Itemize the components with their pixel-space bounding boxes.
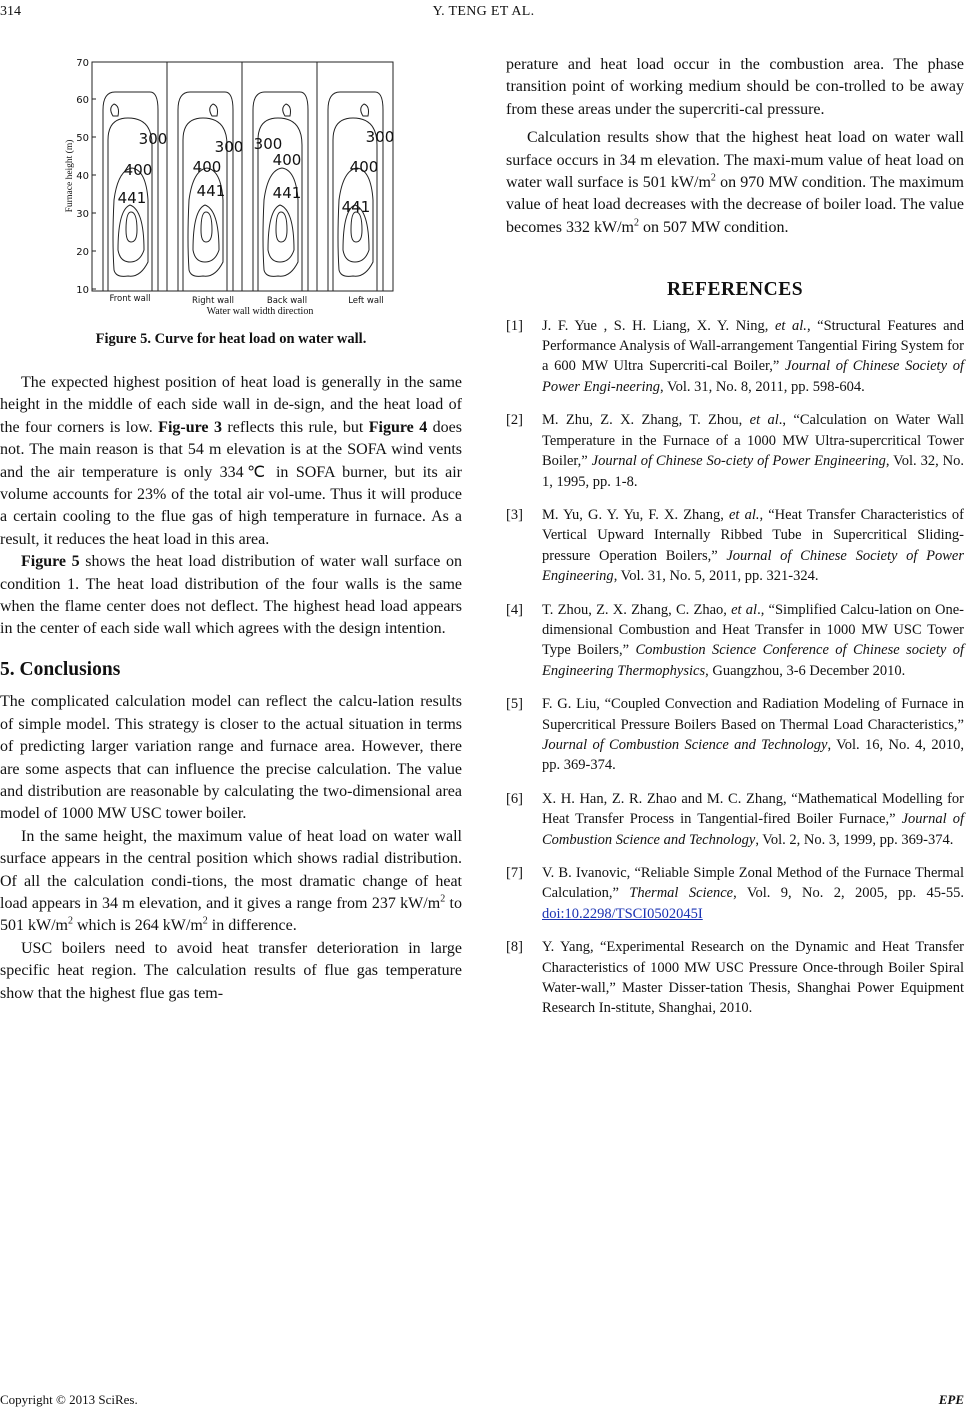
- reference-item: [506, 937, 964, 1019]
- y-axis-label: Furnace height (m): [65, 139, 75, 213]
- reference-item: [506, 863, 964, 924]
- reference-text: F. G. Liu, “Coupled Convection and Radiation Modeling of Furnace in Supercritical Pressure Boilers Based on Thermal Load Characteristics,” Journal of Combustion Science and Technology, Vol. 16, No. 4, 2010, pp. 369-374.: [542, 696, 964, 774]
- contour-label: 300: [214, 138, 244, 156]
- reference-text: T. Zhou, Z. X. Zhang, C. Zhao, et al., “Simplified Calcu-lation on One-dimensional Combustion and Heat Transfer in 1000 MW USC Tower Type Boilers,” Combustion Science Conference of Chinese society of Engineering Thermophysics, Guangzhou, 3-6 December 2010.: [542, 601, 964, 679]
- contour-label: 400: [349, 158, 379, 176]
- wall-label: Back wall: [266, 296, 308, 306]
- reference-text: V. B. Ivanovic, “Reliable Simple Zonal Method of the Furnace Thermal Calculation,” Thermal Science, Vol. 9, No. 2, 2005, pp. 45-55. doi:10.2298/TSCI0502045I: [542, 865, 965, 922]
- reference-text: M. Zhu, Z. X. Zhang, T. Zhou, et al., “Calculation on Water Wall Temperature in the Furnace of a 1000 MW Ultra-supercritical Tower Boiler,” Journal of Chinese So-ciety of Power Engineering, Vol. 32, No. 1, 1995, pp. 1-8.: [542, 412, 965, 490]
- reference-item: [506, 789, 964, 850]
- page-footer: [0, 1392, 967, 1408]
- reference-list: [506, 316, 964, 1019]
- references-heading: REFERENCES: [666, 279, 804, 301]
- journal-abbrev: EPE: [938, 1392, 964, 1407]
- contour-label: 400: [272, 151, 302, 169]
- contour-label: 300: [365, 128, 395, 146]
- reference-item: [506, 694, 964, 776]
- y-tick-label: 60: [76, 95, 89, 106]
- contour-label: 400: [192, 158, 222, 176]
- reference-number: [2]: [506, 412, 523, 429]
- y-tick-label: 20: [76, 247, 89, 258]
- paragraph: perature and heat load occur in the combustion area. The phase transition point of working medium should be con-trolled to be away from these areas under the supercriti-cal pressure.: [506, 56, 964, 118]
- reference-text: M. Yu, G. Y. Yu, F. X. Zhang, et al., “Heat Transfer Characteristics of Vertical Upward Internally Ribbed Tube in Supercritical Sliding-pressure Operation Boilers,” Journal of Chinese Society of Power Engineering, Vol. 31, No. 5, 2011, pp. 321-324.: [542, 506, 964, 585]
- paragraph: Figure 5 shows the heat load distribution of water wall surface on condition 1. The heat load distribution of the four walls is the same when the flame center does not deflect. The highest head load appears in the center of each side wall which agrees with the design intention.: [0, 553, 463, 638]
- section-heading: 5. Conclusions: [0, 658, 121, 680]
- figure-caption: Figure 5. Curve for heat load on water wall.: [95, 331, 367, 347]
- contour-label: 300: [253, 135, 283, 153]
- reference-number: [7]: [506, 865, 523, 881]
- reference-number: [5]: [506, 696, 523, 713]
- wall-label: Right wall: [192, 296, 234, 306]
- contour-label: 441: [196, 182, 226, 200]
- page-header: [0, 4, 967, 26]
- paragraph: The complicated calculation model can reflect the calcu-lation results of simple model. This strategy is closer to the actual situation in terms of predicting larger variation range and furnace area. However, there are some aspects that can influence the precise calculation. The value and distribution are reasonable by calculating the two-dimensional area model of 1000 MW USC tower boiler.: [0, 693, 462, 823]
- paragraph: Calculation results show that the highest heat load on water wall surface occurs in 34 m elevation. The maxi-mum value of heat load on water wall surface is 501 $kW/m^2$ on 970 MW condition. The maximum value of heat load decreases with the decrease of boiler load. The value becomes 332 $kW/m^2$ on 507 MW condition.: [506, 129, 964, 236]
- contour-label: 441: [341, 198, 371, 216]
- reference-item: [506, 600, 964, 682]
- y-tick-label: 10: [76, 285, 89, 296]
- copyright: Copyright © 2013 SciRes.: [0, 1392, 138, 1407]
- contour-label: 441: [117, 189, 147, 207]
- y-tick-label: 70: [76, 58, 89, 69]
- reference-number: [3]: [506, 506, 523, 523]
- doi-link[interactable]: doi:10.2298/TSCI0502045I: [542, 905, 703, 922]
- x-axis-label: Water wall width direction: [206, 306, 314, 316]
- page-number: 314: [0, 4, 21, 19]
- reference-text: Y. Yang, “Experimental Research on the Dynamic and Heat Transfer Characteristics of 1000 MW USC Pressure Once-through Boiler Spiral Water-wall,” Master Disser-tation Thesis, Shanghai Power Equipment Research In-stitute, Shanghai, 2010.: [542, 939, 964, 1017]
- wall-label: Front wall: [109, 294, 151, 304]
- contour-label: 300: [138, 130, 168, 148]
- reference-item: [506, 505, 964, 587]
- y-tick-label: 30: [76, 209, 89, 220]
- reference-number: [8]: [506, 939, 523, 956]
- paragraph: In the same height, the maximum value of heat load on water wall surface appears in the central position which shows radial distribution. Of all the calculation condi-tions, the most dramatic change of heat load appears in 34 m elevation, and it gives a range from 237 $kW/m^2$ to 501 $kW/m^2$ which is 264 $kW/m^2$ in difference.: [0, 827, 462, 935]
- right-column: [506, 54, 964, 1032]
- contour-label: 400: [123, 161, 153, 179]
- reference-number: [1]: [506, 317, 523, 334]
- y-tick-label: 40: [76, 171, 89, 182]
- contour-panel-4: [328, 92, 383, 291]
- reference-number: [6]: [506, 790, 523, 807]
- reference-text: X. H. Han, Z. R. Zhao and M. C. Zhang, “Mathematical Modelling for Heat Transfer Process in Tangential-fired Boiler Furnace,” Journal of Combustion Science and Technology, Vol. 2, No. 3, 1999, pp. 369-374.: [542, 790, 964, 848]
- reference-text: J. F. Yue , S. H. Liang, X. Y. Ning, et al., “Structural Features and Performance Analysis of Wall-arrangement Tangential Firing System for a 600 MW Ultra Supercriti-cal Boiler,” Journal of Chinese Society of Power Engi-neering, Vol. 31, No. 8, 2011, pp. 598-604.: [542, 317, 965, 395]
- paragraph: USC boilers need to avoid heat transfer deterioration in large specific heat region. The calculation results of flue gas temperature show that the highest flue gas tem-: [0, 939, 462, 1002]
- reference-number: [4]: [506, 601, 523, 618]
- contour-label: 441: [272, 184, 302, 202]
- running-title: Y. TENG ET AL.: [432, 4, 535, 19]
- paragraph: The expected highest position of heat load is generally in the same height in the middle of each side wall in de-sign, and the heat load of the four corners is low. Fig-ure 3 reflects this rule, but Figure 4 does not. The main reason is that 54 m elevation is at the SOFA wind vents and the air temperature is only 334℃ in SOFA burner, but its air volume accounts for 23% of the total air vol-ume. Thus it will produce a certain cooling to the flue gas of high temperature in furnace. As a result, it reduces the heat load in this area.: [0, 374, 463, 548]
- contour-figure: [50, 54, 400, 316]
- reference-item: [506, 316, 964, 398]
- y-tick-label: 50: [76, 133, 89, 144]
- left-column: [0, 372, 462, 1005]
- reference-item: [506, 410, 964, 492]
- wall-label: Left wall: [348, 296, 384, 306]
